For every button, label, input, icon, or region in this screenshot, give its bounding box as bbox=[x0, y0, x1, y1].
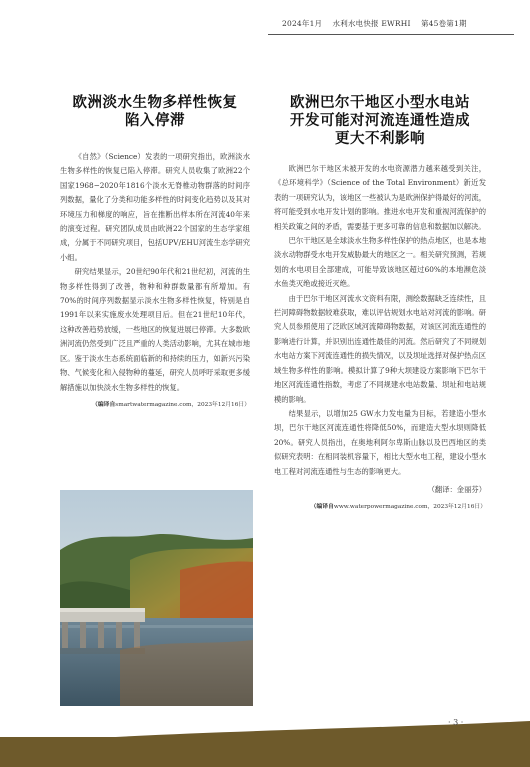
right-source bbox=[274, 503, 486, 512]
left-paragraph-2: 研究结果显示，20世纪90年代和21世纪初，河流的生物多样性得到了改善，物种和种群数量都有所增加。有70%的时间序列数据显示淡水生物多样性恢复，特别是自1991年以来实施废水处理项目后。但在21世纪10年代，这种改善趋势放缓，一些地区的恢复进展已停滞。大多数欧洲河流仍然受到广泛且严重的人类活动影响，尤其在城市地区。鉴于淡水生态系统面临新的和持续的压力，如新兴污染物、气候变化和入侵物种的蔓延，研究人员呼吁采取更多缓解措施以加快淡水生物多样性的恢复。 bbox=[60, 267, 250, 392]
header-rule bbox=[268, 34, 514, 35]
page-number: · 3 · bbox=[448, 718, 464, 727]
right-article-title bbox=[274, 94, 486, 148]
right-article bbox=[274, 80, 486, 512]
right-source-text: www.waterpowermagazine.com，2023年12月16日） bbox=[333, 504, 486, 511]
right-title-line-3: 更大不利影响 bbox=[335, 131, 425, 147]
right-paragraph-1: 欧洲巴尔干地区未被开发的水电资源潜力越来越受到关注，《总环境科学》（Science of the Total Environment）新近发表的一项研究认为，该地区一些被认为是欧洲保护得最好的河流，将可能受到水电开发计划的影响。推进水电开发和重视河流保护的相关政策之间的矛盾，需要基于更多可靠的信息和数据加以解决。 bbox=[274, 164, 486, 231]
left-source-label: （编译自 bbox=[92, 401, 116, 408]
right-paragraph-2: 巴尔干地区是全球淡水生物多样性保护的热点地区，也是本地淡水动物群受水电开发威胁最大的地区之一。相关研究预测，若规划的水电项目全部建成，可能导致该地区超过60%的本地濒危淡水鱼类灭绝或接近灭绝。 bbox=[274, 236, 486, 289]
right-source-label: （编译自 bbox=[310, 504, 334, 511]
footer-bar bbox=[0, 737, 530, 767]
left-title-line-2: 陷入停滞 bbox=[125, 113, 185, 129]
translator-credit: （翻译：金丽芬） bbox=[427, 484, 486, 494]
left-paragraph-1: 《自然》（Science）发表的一项研究指出，欧洲淡水生物多样性的恢复已陷入停滞。研究人员收集了欧洲22个国家1968−2020年1816个淡水无脊椎动物群落的时间序列数据，量化了分类和功能多样性的时间变化趋势以及其对环境压力和梯度的响应，旨在推断出样本所在河流40年来的演变过程。研究团队成员由欧洲22个国家的生态学家组成，分属于不同研究项目，包括UPV/EHU河流生态学研究小组。 bbox=[60, 152, 250, 262]
left-title-line-1: 欧洲淡水生物多样性恢复 bbox=[72, 95, 238, 111]
right-title-line-1: 欧洲巴尔干地区小型水电站 bbox=[290, 95, 470, 111]
right-title-line-2: 开发可能对河流连通性造成 bbox=[290, 113, 470, 129]
left-source-text: smartwatermagazine.com，2023年12月16日） bbox=[115, 401, 250, 408]
right-paragraph-4: 结果显示，以增加25 GW水力发电量为目标，若建造小型水坝，巴尔干地区河流连通性将降低50%，而建造大型水坝则降低20%。研究人员指出，在奥地利阿尔卑斯山脉以及巴西地区的类似研究表明：在相同装机容量下，相比大型水电工程，建设小型水电工程对河流连通性与生态的影响更大。 bbox=[274, 408, 486, 476]
right-paragraph-3: 由于巴尔干地区河流水文资料有限，测绘数据缺乏连续性，且拦河障碍物数据较难获取，难以评估规划水电站对河流的影响。研究人员参照使用了泛欧区域河流障碍物数据，对该区河流连通性的影响进行计算，并识别出连通性最佳的河流。然后研究了不同规划水电站方案下河流连通性的损失情况，以及坝址选择对保护热点区域生物多样性的影响。模拟计算了9种大坝建设方案影响下巴尔干地区河流连通性指数，考虑了不同规建水电站数量、坝址和电站规模的影响。 bbox=[274, 293, 486, 404]
left-source bbox=[60, 401, 250, 410]
left-article bbox=[60, 80, 250, 410]
photo-illustration bbox=[60, 490, 253, 706]
left-article-title bbox=[60, 94, 250, 130]
running-header: 2024年1月 水利水电快报 EWRHI 第45卷第1期 bbox=[282, 19, 467, 28]
dam-reservoir-photo bbox=[60, 490, 253, 706]
